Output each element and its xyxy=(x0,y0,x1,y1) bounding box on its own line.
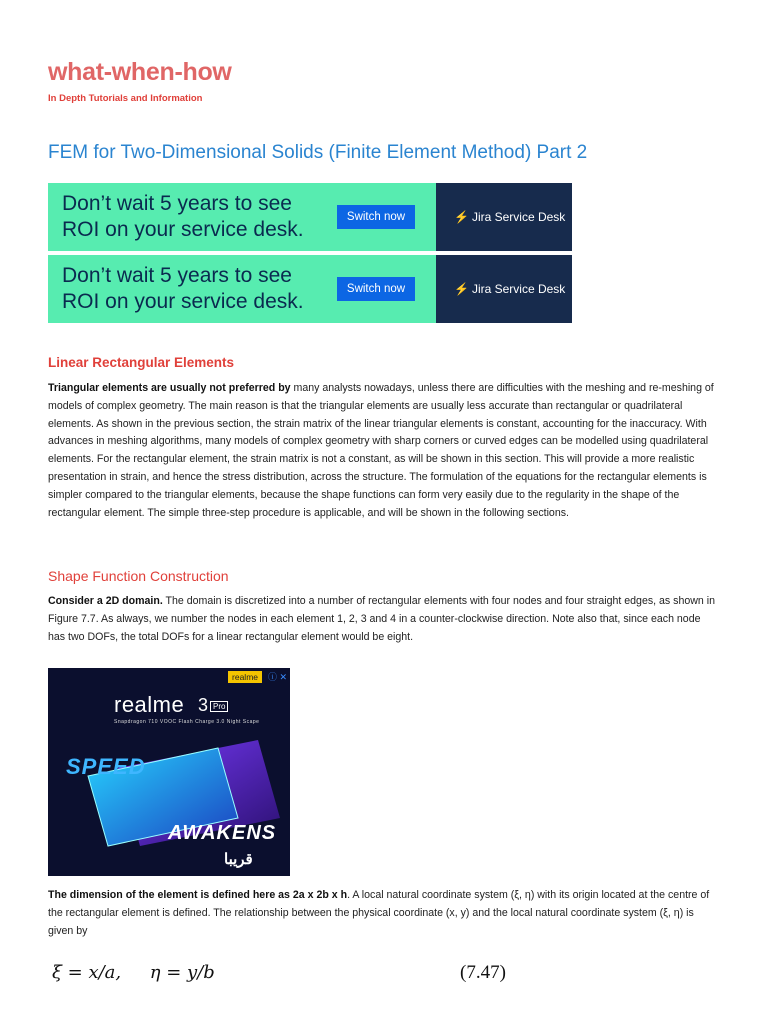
paragraph-body: many analysts nowadays, unless there are difficulties with the meshing and re-meshing of models of complex geometry. The main reason is that the triangular elements are usually less accurate than rectangular or quadrilateral elements. As shown in the previous section, the strain matrix of the linear triangular elements is constant, accounting for the inaccuracy. With advances in meshing algorithms, many models of complex geometry with sharp corners or curved edges can be modelled using quadrilateral elements. For the rectangular element, the strain matrix is not a constant, as will be shown in this section. This will provide a more realistic presentation in strain, and hence the stress distribution, across the structure. The formulation of the equations for the rectangular elements is simpler compared to the triangular elements, because the shape functions can form very easily due to the regularity in the shape of the rectangular element. The simple three-step procedure is applicable, and will be shown in the following sections. xyxy=(48,382,714,519)
ad-phone-word-awakens: AWAKENS xyxy=(168,822,277,844)
ad-phone-word-soon: قريبا xyxy=(224,851,253,868)
ad-switch-now-button[interactable]: Switch now xyxy=(337,205,415,229)
section-heading-shape-function: Shape Function Construction xyxy=(48,568,229,584)
ad-banner-line1: Don’t wait 5 years to see xyxy=(62,264,292,287)
ad-banner-jira[interactable] xyxy=(48,183,572,251)
equation-natural-coordinates: ξ = x/a, η = y/b xyxy=(52,962,215,983)
ad-banner-line2: ROI on your service desk. xyxy=(62,218,304,241)
ad-banner-line2: ROI on your service desk. xyxy=(62,290,304,313)
equation-number: (7.47) xyxy=(460,962,506,983)
ad-banner-text xyxy=(62,191,304,243)
site-title-link[interactable]: what-when-how xyxy=(48,58,232,86)
ad-phone-specs: Snapdragon 710 VOOC Flash Charge 3.0 Night Scape xyxy=(114,719,260,725)
ad-realme-phone[interactable] xyxy=(48,668,290,876)
ad-sponsor-tag: realme xyxy=(228,671,262,683)
paragraph-body: The domain is discretized into a number of rectangular elements with four nodes and four straight edges, as shown in Figure 7.7. As always, we number the nodes in each element 1, 2, 3 and 4 in a counter-clockwise direction. Note also that, since each node has two DOFs, the total DOFs for a linear rectangular element would be eight. xyxy=(48,595,715,643)
ad-brand-panel xyxy=(436,255,572,323)
paragraph-lead: Triangular elements are usually not preferred by xyxy=(48,382,291,394)
paragraph-body: . A local natural coordinate system (ξ, η) with its origin located at the centre of the rectangular element is defined. The relationship between the physical coordinate (x, y) and the local natural coordinate system (ξ, η) is given by xyxy=(48,889,710,937)
article-title: FEM for Two-Dimensional Solids (Finite Element Method) Part 2 xyxy=(48,142,588,163)
paragraph-lead: Consider a 2D domain. xyxy=(48,595,163,607)
ad-brand xyxy=(454,282,565,296)
ad-brand xyxy=(454,210,565,224)
section-heading-linear-rectangular: Linear Rectangular Elements xyxy=(48,355,235,370)
ad-brand-panel xyxy=(436,183,572,251)
paragraph-element-dimension xyxy=(48,887,720,940)
ad-brand-label: Jira Service Desk xyxy=(471,210,566,224)
ad-brand-label: Jira Service Desk xyxy=(471,282,566,296)
ad-phone-model-badge: Pro xyxy=(210,701,228,712)
ad-phone-model xyxy=(198,695,228,716)
ad-phone-word-speed: SPEED xyxy=(66,754,146,779)
ad-switch-now-button[interactable]: Switch now xyxy=(337,277,415,301)
ad-phone-model-number: 3 xyxy=(198,695,209,715)
paragraph-lead: The dimension of the element is defined here as 2a x 2b x h xyxy=(48,889,348,901)
ad-banner-jira[interactable] xyxy=(48,255,572,323)
jira-bolt-icon: ⚡ xyxy=(454,210,469,224)
paragraph-triangular-elements xyxy=(48,380,720,522)
ad-banner-line1: Don’t wait 5 years to see xyxy=(62,192,292,215)
ad-phone-brand: realme xyxy=(114,692,185,717)
paragraph-2d-domain xyxy=(48,593,720,646)
ad-banner-text xyxy=(62,263,304,315)
site-tagline: In Depth Tutorials and Information xyxy=(48,93,203,104)
jira-bolt-icon: ⚡ xyxy=(454,282,469,296)
ad-close-icon[interactable]: ⓘ ✕ xyxy=(267,672,287,682)
